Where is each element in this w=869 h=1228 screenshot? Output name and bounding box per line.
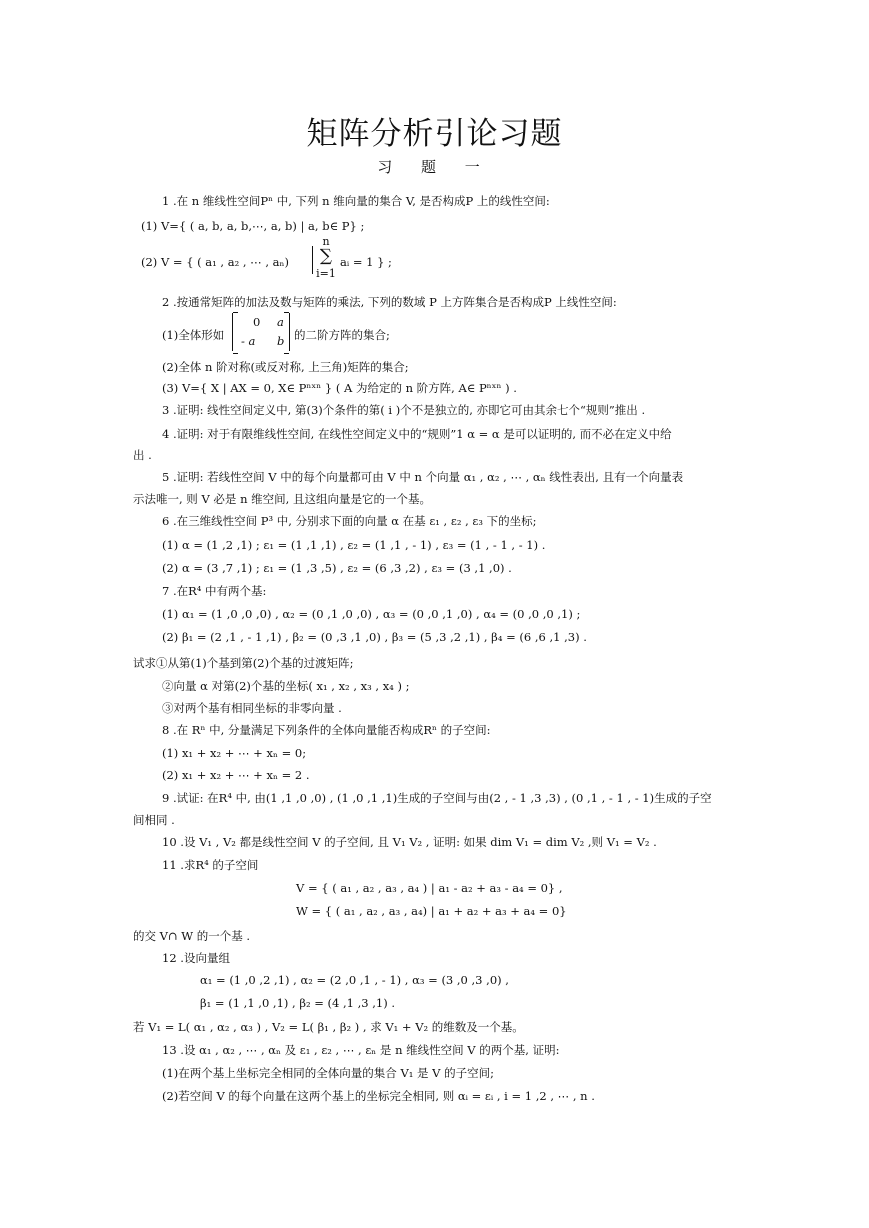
problem-6-item-1: (1) α = (1 ,2 ,1) ; ε₁ = (1 ,1 ,1) , ε₂ = (1 ,1 , - 1) , ε₃ = (1 , - 1 , - 1) . (162, 538, 546, 552)
problem-7-item-1: (1) α₁ = (1 ,0 ,0 ,0) , α₂ = (0 ,1 ,0 ,0) , α₃ = (0 ,0 ,1 ,0) , α₄ = (0 ,0 ,0 ,1) ; (162, 607, 581, 621)
problem-1-intro: 1 .在 n 维线性空间Pⁿ 中, 下列 n 维向量的集合 V, 是否构成P 上的线性空间: (162, 194, 550, 208)
sum-symbol: ∑ (319, 246, 333, 266)
problem-11-eq-1: V = { ( a₁ , a₂ , a₃ , a₄ ) | a₁ - a₂ + a₃ - a₄ = 0} , (296, 881, 563, 895)
problem-8-intro: 8 .在 Rⁿ 中, 分量满足下列条件的全体向量能否构成Rⁿ 的子空间: (162, 723, 491, 737)
problem-3: 3 .证明: 线性空间定义中, 第(3)个条件的第( i )个不是独立的, 亦即它可由其余七个“规则”推出 . (162, 403, 646, 417)
condition-bar (312, 246, 313, 274)
problem-7-intro: 7 .在R⁴ 中有两个基: (162, 584, 267, 598)
problem-11-intro: 11 .求R⁴ 的子空间 (162, 858, 259, 872)
problem-6-item-2: (2) α = (3 ,7 ,1) ; ε₁ = (1 ,3 ,5) , ε₂ = (6 ,3 ,2) , ε₃ = (3 ,1 ,0) . (162, 561, 512, 575)
problem-2-intro: 2 .按通常矩阵的加法及数与矩阵的乘法, 下列的数域 P 上方阵集合是否构成P 上线性空间: (162, 295, 617, 309)
problem-4-line-1: 4 .证明: 对于有限维线性空间, 在线性空间定义中的“规则”1 α = α 是可以证明的, 而不必在定义中给 (162, 427, 672, 441)
problem-13-item-2: (2)若空间 V 的每个向量在这两个基上的坐标完全相同, 则 αᵢ = εᵢ , i = 1 ,2 , ⋯ , n . (162, 1089, 595, 1103)
problem-7-question-1: 试求①从第(1)个基到第(2)个基的过渡矩阵; (133, 656, 354, 670)
section-heading: 习 题 一 (377, 158, 492, 176)
problem-7-question-2: ②向量 α 对第(2)个基的坐标( x₁ , x₂ , x₃ , x₄ ) ; (162, 679, 410, 693)
problem-7-question-3: ③对两个基有相同坐标的非零向量 . (162, 701, 342, 715)
problem-12-tail: 若 V₁ = L( α₁ , α₂ , α₃ ) , V₂ = L( β₁ , β₂ ) , 求 V₁ + V₂ 的维数及一个基。 (133, 1020, 524, 1034)
problem-8-item-2: (2) x₁ + x₂ + ⋯ + xₙ = 2 . (162, 768, 310, 782)
problem-10: 10 .设 V₁ , V₂ 都是线性空间 V 的子空间, 且 V₁ V₂ , 证明: 如果 dim V₁ = dim V₂ ,则 V₁ = V₂ . (162, 835, 657, 849)
problem-9-line-2: 间相同 . (133, 813, 175, 827)
matrix-cell-21: - a (241, 334, 256, 348)
problem-12-intro: 12 .设向量组 (162, 951, 230, 965)
problem-5-line-1: 5 .证明: 若线性空间 V 中的每个向量都可由 V 中 n 个向量 α₁ , α₂ , ⋯ , αₙ 线性表出, 且有一个向量表 (162, 470, 684, 484)
page-title: 矩阵分析引论习题 (306, 116, 563, 152)
problem-2-item-3: (3) V={ X | AX = 0, X∈ Pⁿˣⁿ } ( A 为给定的 n 阶方阵, A∈ Pⁿˣⁿ ) . (162, 381, 517, 395)
matrix-cell-22: b (277, 334, 285, 348)
matrix-cell-12: a (277, 315, 284, 329)
problem-8-item-1: (1) x₁ + x₂ + ⋯ + xₙ = 0; (162, 746, 307, 760)
sum-lower-limit: i=1 (316, 267, 336, 280)
problem-11-eq-2: W = { ( a₁ , a₂ , a₃ , a₄) | a₁ + a₂ + a₃ + a₄ = 0} (296, 904, 567, 918)
problem-7-item-2: (2) β₁ = (2 ,1 , - 1 ,1) , β₂ = (0 ,3 ,1 ,0) , β₃ = (5 ,3 ,2 ,1) , β₄ = (6 ,6 ,1 ,3) . (162, 630, 587, 644)
problem-5-line-2: 示法唯一, 则 V 必是 n 维空间, 且这组向量是它的一个基。 (133, 492, 431, 506)
problem-9-line-1: 9 .试证: 在R⁴ 中, 由(1 ,1 ,0 ,0) , (1 ,0 ,1 ,1)生成的子空间与由(2 , - 1 ,3 ,3) , (0 ,1 , - 1 , - 1)生成的子空 (162, 791, 712, 805)
sum-upper-limit: n (322, 235, 330, 248)
matrix (232, 313, 290, 351)
problem-1-item-2-left: (2) V = { ( a₁ , a₂ , ⋯ , aₙ) (141, 255, 289, 269)
problem-2-item-2: (2)全体 n 阶对称(或反对称, 上三角)矩阵的集合; (162, 360, 409, 374)
problem-2-item-1-left: (1)全体形如 (162, 328, 225, 342)
problem-13-intro: 13 .设 α₁ , α₂ , ⋯ , αₙ 及 ε₁ , ε₂ , ⋯ , εₙ 是 n 维线性空间 V 的两个基, 证明: (162, 1043, 560, 1057)
problem-1-item-2-right: aᵢ = 1 } ; (340, 255, 392, 269)
matrix-cell-11: 0 (253, 315, 261, 329)
problem-12-line-1: α₁ = (1 ,0 ,2 ,1) , α₂ = (2 ,0 ,1 , - 1) , α₃ = (3 ,0 ,3 ,0) , (200, 973, 509, 987)
problem-12-line-2: β₁ = (1 ,1 ,0 ,1) , β₂ = (4 ,1 ,3 ,1) . (200, 996, 396, 1010)
problem-13-item-1: (1)在两个基上坐标完全相同的全体向量的集合 V₁ 是 V 的子空间; (162, 1066, 495, 1080)
problem-11-tail: 的交 V∩ W 的一个基 . (133, 929, 251, 943)
problem-4-line-2: 出 . (133, 448, 152, 462)
problem-2-item-1-right: 的二阶方阵的集合; (294, 328, 390, 342)
problem-1-item-1: (1) V={ ( a, b, a, b,⋯, a, b) | a, b∈ P} ; (141, 219, 365, 233)
problem-6-intro: 6 .在三维线性空间 P³ 中, 分别求下面的向量 α 在基 ε₁ , ε₂ , ε₃ 下的坐标; (162, 514, 537, 528)
